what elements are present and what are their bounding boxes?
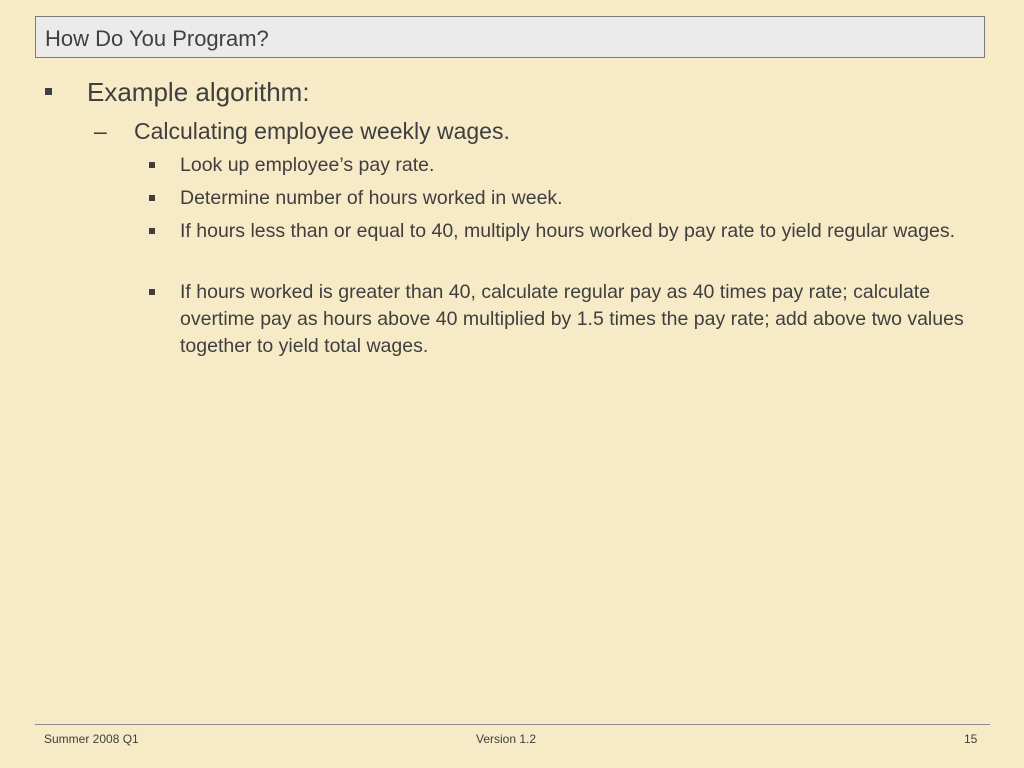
square-bullet-icon [149,195,155,201]
page-number: 15 [964,732,978,746]
slide-title-box [35,16,985,58]
footer-version-text: Version 1.2 [476,732,537,746]
footer-left-text: Summer 2008 Q1 [44,732,139,746]
dash-bullet-icon: – [94,118,107,144]
slide-title: How Do You Program? [45,26,269,51]
bullet-level3-text: Determine number of hours worked in week. [180,187,563,209]
bullet-level2-text: Calculating employee weekly wages. [134,118,510,144]
square-bullet-icon [45,88,52,95]
square-bullet-icon [149,162,155,168]
bullet-level1-text: Example algorithm: [87,77,310,107]
square-bullet-icon [149,228,155,234]
bullet-level3-text: Look up employee’s pay rate. [180,154,435,176]
square-bullet-icon [149,289,155,295]
footer-divider [35,724,990,725]
bullet-level3-text: If hours less than or equal to 40, multiply hours worked by pay rate to yield regular wages. [180,220,955,242]
bullet-level3-text: If hours worked is greater than 40, calculate regular pay as 40 times pay rate; calculate overtime pay as hours above 40 multiplied by 1.5 times the pay rate; add above two values together to yield total wages. [180,281,964,357]
